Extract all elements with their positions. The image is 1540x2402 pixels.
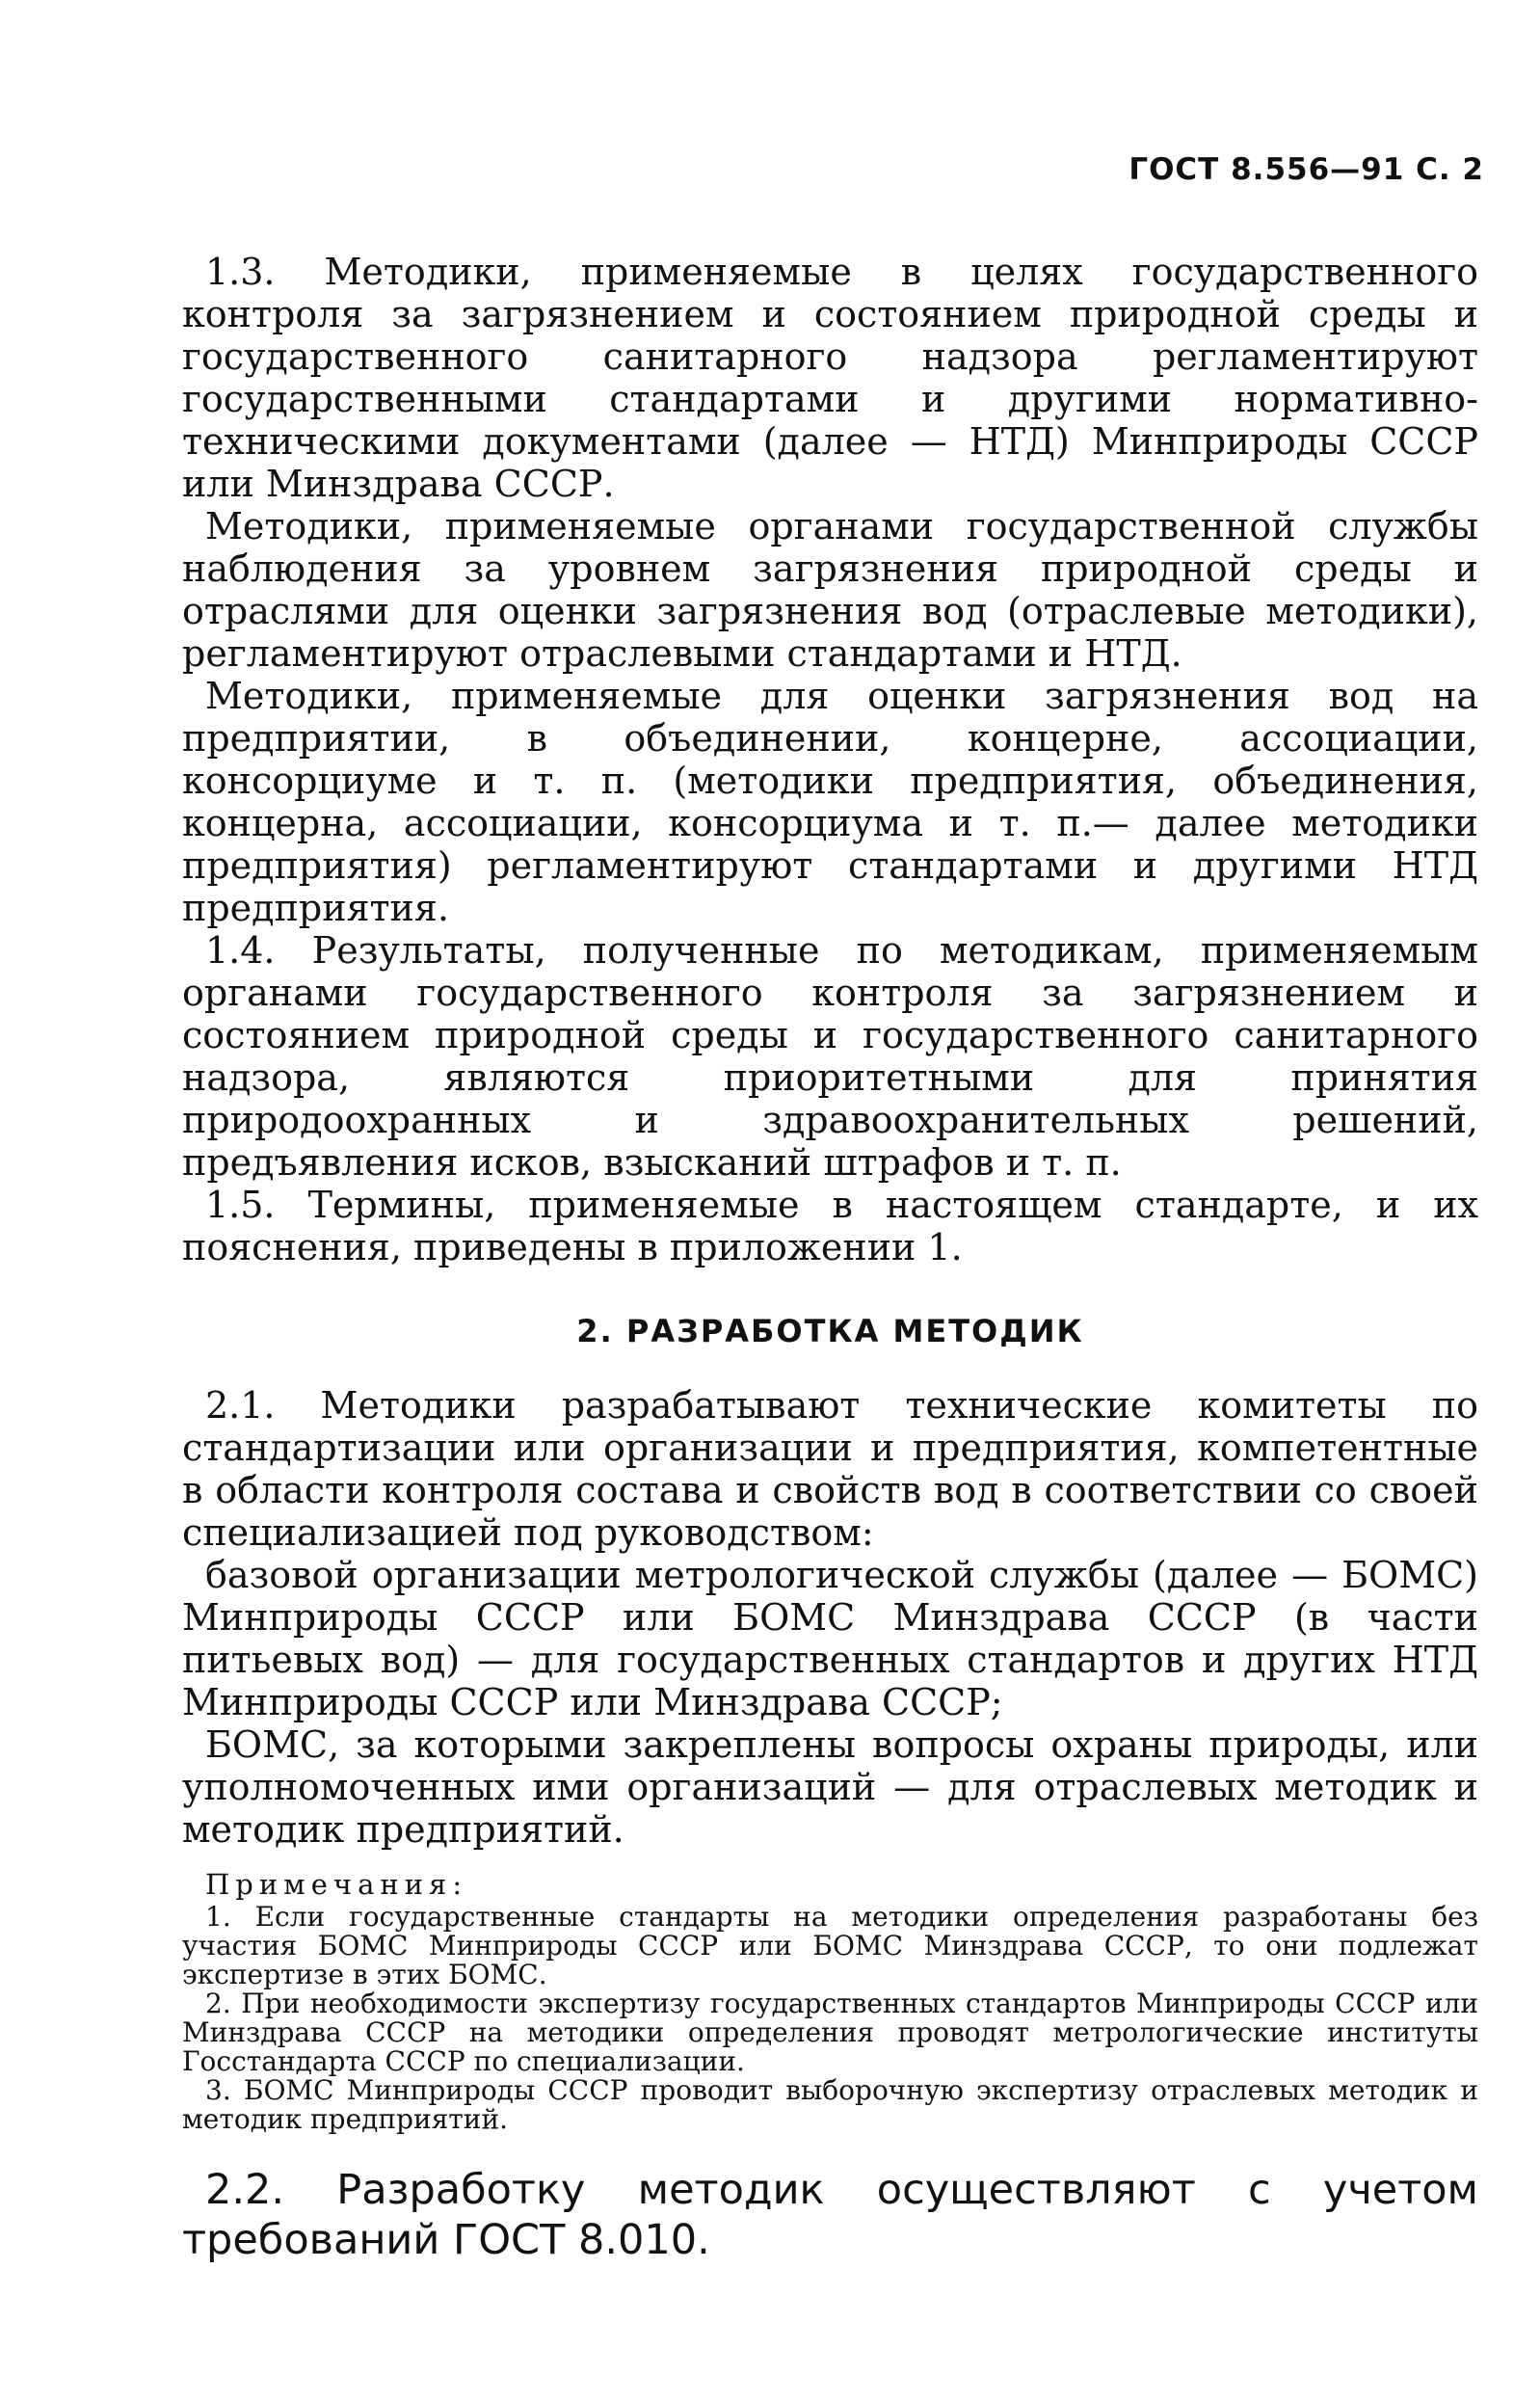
note-3: 3. БОМС Минприроды СССР проводит выборочную экспертизу отраслевых методик и методик предприятий. [182,2074,1478,2135]
notes-title: Примечания: [205,1868,468,1901]
paragraph-1-5: 1.5. Термины, применяемые в настоящем стандарте, и их пояснения, приведены в приложении 1. [182,1184,1478,1268]
paragraph-1-3: 1.3. Методики, применяемые в целях государственного контроля за загрязнением и состоянием природной среды и государственного санитарного надзора регламентируют государственными стандартами и другими нормативно-техническими документами (далее — НТД) Минприроды СССР или Минздрава СССР. [182,251,1478,505]
page-content [182,251,1478,2265]
section-title: 2. РАЗРАБОТКА МЕТОДИК [576,1313,1084,1349]
page-header: ГОСТ 8.556—91 С. 2 [1128,152,1484,187]
paragraph-2-1: 2.1. Методики разрабатывают технические комитеты по стандартизации или организации и предприятия, компетентные в области контроля состава и свойств вод в соответствии со своей специализацией под руководством: [182,1384,1478,1554]
paragraph-2-1-b: базовой организации метрологической службы (далее — БОМС) Минприроды СССР или БОМС Минздрава СССР (в части питьевых вод) — для государственных стандартов и других НТД Минприроды СССР или Минздрава СССР; [182,1554,1478,1723]
paragraph-2-2: 2.2. Разработку методик осуществляют с учетом требований ГОСТ 8.010. [182,2166,1478,2264]
paragraph-1-3-c: Методики, применяемые для оценки загрязнения вод на предприятии, в объединении, концерне, ассоциации, консорциуме и т. п. (методики предприятия, объединения, концерна, ассоциации, консорциума и т. п.— далее методики предприятия) регламентируют стандартами и другими НТД предприятия. [182,675,1478,929]
note-2: 2. При необходимости экспертизу государственных стандартов Минприроды СССР или Минздрава СССР на методики определения проводят метрологические институты Госстандарта СССР по специализации. [182,1988,1478,2077]
paragraph-1-4: 1.4. Результаты, полученные по методикам, применяемым органами государственного контроля за загрязнением и состоянием природной среды и государственного санитарного надзора, являются приоритетными для принятия природоохранных и здравоохранительных решений, предъявления исков, взысканий штрафов и т. п. [182,929,1478,1184]
note-1: 1. Если государственные стандарты на методики определения разработаны без участия БОМС Минприроды СССР или БОМС Минздрава СССР, то они подлежат экспертизе в этих БОМС. [182,1901,1478,1990]
paragraph-1-3-b: Методики, применяемые органами государственной службы наблюдения за уровнем загрязнения природной среды и отраслями для оценки загрязнения вод (отраслевые методики), регламентируют отраслевыми стандартами и НТД. [182,505,1478,675]
paragraph-2-1-c: БОМС, за которыми закреплены вопросы охраны природы, или уполномоченных ими организаций — для отраслевых методик и методик предприятий. [182,1723,1478,1851]
